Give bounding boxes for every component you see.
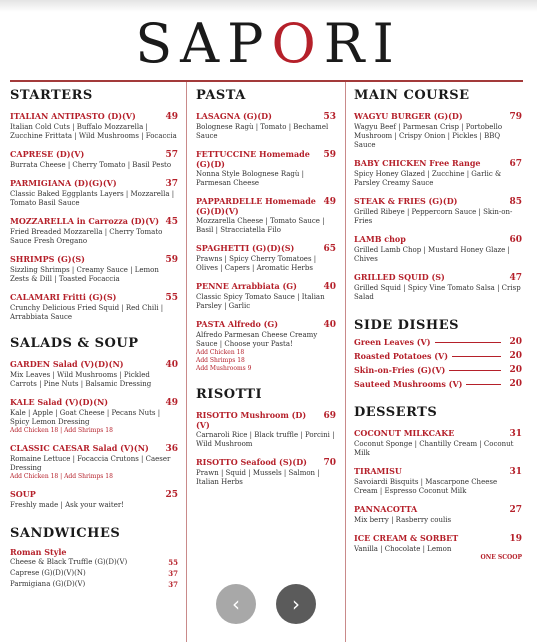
menu-item-price: 49 <box>165 112 178 122</box>
menu-item-name: SOUP <box>10 489 36 499</box>
menu-item-name: RISOTTO Seafood (S)(D) <box>196 457 307 467</box>
column-divider <box>345 82 346 642</box>
menu-item-name: CLASSIC CAESAR Salad (V)(N) <box>10 443 149 453</box>
side-dish-leader-line <box>452 356 501 357</box>
top-shade <box>0 0 537 12</box>
side-dish-item <box>354 379 522 389</box>
menu-item-name: RISOTTO Mushroom (D)(V) <box>196 410 307 430</box>
menu-item-price: 49 <box>323 197 336 207</box>
section-title-risotti: RISOTTI <box>196 387 263 402</box>
menu-item-row <box>10 359 178 370</box>
menu-item-price: 37 <box>165 179 178 189</box>
menu-item-addons: Add Chicken 18 | Add Shrimps 18 <box>10 473 113 480</box>
menu-item-price: 47 <box>509 273 522 283</box>
menu-item-row <box>10 178 178 189</box>
menu-item-name: GRILLED SQUID (S) <box>354 272 445 282</box>
menu-item-name: KALE Salad (V)(D)(N) <box>10 397 109 407</box>
menu-item-description: Alfredo Parmesan Cheese Creamy Sauce | Choose your Pasta! <box>196 331 318 348</box>
menu-item-price: 45 <box>165 217 178 227</box>
menu-item-price: 79 <box>509 112 522 122</box>
menu-item-price: 27 <box>509 505 522 515</box>
menu-item <box>196 243 336 273</box>
menu-item-description: Italian Cold Cuts | Buffalo Mozzarella | Zucchine Frittata | Wild Mushrooms | Focaccia <box>10 123 177 140</box>
menu-item-price: 49 <box>165 398 178 408</box>
menu-item-row <box>196 149 336 169</box>
side-dish-name: Skin-on-Fries (G)(V) <box>354 365 446 375</box>
menu-item-name: PANNACOTTA <box>354 504 418 514</box>
menu-item-row <box>354 111 522 122</box>
menu-item-name: CALAMARI Fritti (G)(S) <box>10 292 117 302</box>
menu-item <box>196 196 336 235</box>
menu-item-description: Mozzarella Cheese | Tomato Sauce | Basil | Stracciatella Filo <box>196 217 325 234</box>
menu-item-name: LASAGNA (G)(D) <box>196 111 272 121</box>
side-dish-leader-line <box>466 384 501 385</box>
menu-item <box>354 428 522 458</box>
menu-item-description: Burrata Cheese | Cherry Tomato | Basil Pesto <box>10 161 172 169</box>
side-dish-price: 20 <box>509 379 522 389</box>
menu-item-row <box>354 533 522 544</box>
menu-item <box>354 504 522 525</box>
menu-item-row <box>354 158 522 169</box>
menu-item-price: 65 <box>323 244 336 254</box>
sandwich-name: Caprese (G)(D)(V)(N) <box>10 569 86 577</box>
menu-item <box>196 457 336 487</box>
menu-item <box>10 443 178 481</box>
chevron-left-icon: ‹ <box>232 592 240 616</box>
menu-item-price: 31 <box>509 429 522 439</box>
menu-item-row <box>196 457 336 468</box>
side-dish-item <box>354 351 522 361</box>
menu-item <box>196 281 336 311</box>
menu-item-name: STEAK & FRIES (G)(D) <box>354 196 458 206</box>
side-dish-name: Sauteed Mushrooms (V) <box>354 379 463 389</box>
menu-item <box>354 158 522 188</box>
menu-item-name: TIRAMISU <box>354 466 402 476</box>
sandwich-item <box>10 579 178 590</box>
side-dish-item <box>354 337 522 347</box>
menu-item-description: Spicy Honey Glazed | Zucchine | Garlic & Parsley Creamy Sauce <box>354 170 502 187</box>
side-dish-leader-line <box>449 370 501 371</box>
menu-item-row <box>354 504 522 515</box>
menu-item-price: 60 <box>509 235 522 245</box>
menu-item-name: PENNE Arrabbiata (G) <box>196 281 297 291</box>
menu-item-description: Bolognese Ragù | Tomato | Bechamel Sauce <box>196 123 329 140</box>
menu-item-description: Carnaroli Rice | Black truffle | Porcini | Wild Mushroom <box>196 431 335 448</box>
menu-item <box>10 359 178 389</box>
menu-item-row <box>196 111 336 122</box>
column-divider <box>186 82 187 642</box>
menu-item <box>10 292 178 322</box>
menu-item-description: Grilled Ribeye | Peppercorn Sauce | Skin-on-Fries <box>354 208 513 225</box>
sandwich-price: 37 <box>168 569 178 578</box>
menu-item <box>10 254 178 284</box>
menu-item-row <box>196 243 336 254</box>
menu-column-left <box>10 88 178 590</box>
menu-item-description: Wagyu Beef | Parmesan Crisp | Portobello Mushroom | Crispy Onion | Pickles | BBQ Sauce <box>354 123 503 149</box>
menu-item <box>10 397 178 435</box>
menu-item-description: Sizzling Shrimps | Creamy Sauce | Lemon Zests & Dill | Toasted Focaccia <box>10 266 159 283</box>
section-title-sandwiches: SANDWICHES <box>10 526 121 541</box>
menu-item-name: ITALIAN ANTIPASTO (D)(V) <box>10 111 136 121</box>
menu-item-name: PASTA Alfredo (G) <box>196 319 279 329</box>
menu-item-price: 19 <box>509 534 522 544</box>
menu-item-row <box>10 443 178 454</box>
section-title-salads: SALADS & SOUP <box>10 336 139 351</box>
menu-item-row <box>196 319 336 330</box>
menu-item-description: Mix Leaves | Wild Mushrooms | Pickled Carrots | Pine Nuts | Balsamic Dressing <box>10 371 152 388</box>
menu-item-name: CAPRESE (D)(V) <box>10 149 85 159</box>
side-dish-item <box>354 365 522 375</box>
menu-item-name: WAGYU BURGER (G)(D) <box>354 111 463 121</box>
menu-item-description: Crunchy Delicious Fried Squid | Red Chili | Arrabbiata Sauce <box>10 304 164 321</box>
menu-item-description: Mix berry | Rasberry coulis <box>354 516 452 524</box>
menu-item <box>196 410 336 449</box>
menu-item <box>354 234 522 264</box>
menu-column-right <box>354 88 522 562</box>
menu-item <box>196 319 336 373</box>
menu-item-row <box>196 410 336 430</box>
menu-item-description: Prawns | Spicy Cherry Tomatoes | Olives | Capers | Aromatic Herbs <box>196 255 317 272</box>
menu-item-row <box>354 272 522 283</box>
menu-item <box>10 489 178 510</box>
menu-item-description: Vanilla | Chocolate | Lemon <box>354 545 452 553</box>
previous-page-button[interactable] <box>216 584 256 624</box>
menu-item-name: GARDEN Salad (V)(D)(N) <box>10 359 124 369</box>
menu-item-description: Kale | Apple | Goat Cheese | Pecans Nuts | Spicy Lemon Dressing <box>10 409 161 426</box>
section-title-side-dishes: SIDE DISHES <box>354 318 459 333</box>
menu-item-name: SPAGHETTI (G)(D)(S) <box>196 243 295 253</box>
menu-item <box>196 111 336 141</box>
menu-item-name: ICE CREAM & SORBET <box>354 533 459 543</box>
menu-item-name: COCONUT MILKCAKE <box>354 428 455 438</box>
menu-item-description: Freshly made | Ask your waiter! <box>10 501 124 509</box>
menu-item <box>354 533 522 562</box>
sandwich-item <box>10 568 178 579</box>
menu-item-row <box>354 234 522 245</box>
menu-item-row <box>10 149 178 160</box>
menu-item-name: PARMIGIANA (D)(G)(V) <box>10 178 117 188</box>
section-title-desserts: DESSERTS <box>354 405 438 420</box>
menu-item <box>10 149 178 170</box>
menu-item-row <box>10 254 178 265</box>
side-dish-price: 20 <box>509 337 522 347</box>
menu-item <box>354 466 522 496</box>
menu-item-price: 40 <box>323 320 336 330</box>
menu-item <box>354 196 522 226</box>
menu-item-row <box>10 292 178 303</box>
menu-item-description: Fried Breaded Mozzarella | Cherry Tomato Sauce Fresh Oregano <box>10 228 163 245</box>
menu-item-price: 59 <box>165 255 178 265</box>
menu-item-note: ONE SCOOP <box>480 554 522 561</box>
section-title-pasta: PASTA <box>196 88 246 103</box>
sandwich-style: Roman Style <box>10 547 67 557</box>
side-dish-price: 20 <box>509 365 522 375</box>
next-page-button[interactable] <box>276 584 316 624</box>
menu-item-price: 85 <box>509 197 522 207</box>
menu-item-description: Savoiardi Bisquits | Mascarpone Cheese Cream | Espresso Coconut Milk <box>354 478 498 495</box>
menu-item-price: 36 <box>165 444 178 454</box>
menu-item-name: SHRIMPS (G)(S) <box>10 254 85 264</box>
menu-item-price: 40 <box>165 360 178 370</box>
menu-item-name: BABY CHICKEN Free Range <box>354 158 481 168</box>
menu-item-price: 59 <box>323 150 336 160</box>
menu-item <box>354 111 522 150</box>
section-title-main-course: MAIN COURSE <box>354 88 470 103</box>
menu-item-price: 53 <box>323 112 336 122</box>
menu-item-addons: Add Chicken 18 Add Shrimps 18 Add Mushrooms 9 <box>196 349 252 372</box>
menu-item-price: 40 <box>323 282 336 292</box>
menu-item-description: Grilled Squid | Spicy Vine Tomato Salsa | Crisp Salad <box>354 284 521 301</box>
menu-item-price: 57 <box>165 150 178 160</box>
menu-item-row <box>10 216 178 227</box>
side-dish-price: 20 <box>509 351 522 361</box>
menu-item-name: FETTUCCINE Homemade (G)(D) <box>196 149 310 169</box>
sandwich-name: Cheese & Black Truffle (G)(D)(V) <box>10 558 128 566</box>
menu-item-price: 67 <box>509 159 522 169</box>
menu-item-description: Grilled Lamb Chop | Mustard Honey Glaze | Chives <box>354 246 510 263</box>
menu-item-name: LAMB chop <box>354 234 406 244</box>
header-divider <box>10 80 523 82</box>
side-dish-name: Green Leaves (V) <box>354 337 431 347</box>
sandwich-item <box>10 557 178 568</box>
menu-item <box>196 149 336 188</box>
menu-item-description: Nonna Style Bolognese Ragù | Parmesan Cheese <box>196 170 305 187</box>
menu-item-row <box>354 428 522 439</box>
menu-item-row <box>10 111 178 122</box>
menu-item-price: 69 <box>323 411 336 421</box>
menu-item-row <box>196 196 336 216</box>
menu-item-description: Classic Spicy Tomato Sauce | Italian Parsley | Garlic <box>196 293 325 310</box>
section-title-starters: STARTERS <box>10 88 93 103</box>
menu-item-description: Coconut Sponge | Chantilly Cream | Coconut Milk <box>354 440 514 457</box>
sandwich-price: 37 <box>168 580 178 589</box>
menu-item-row <box>10 397 178 408</box>
menu-column-middle <box>196 88 336 487</box>
menu-item <box>10 216 178 246</box>
menu-item-row <box>354 466 522 477</box>
menu-item-name: PAPPARDELLE Homemade (G)(D)(V) <box>196 196 316 216</box>
menu-item-price: 31 <box>509 467 522 477</box>
side-dish-leader-line <box>435 342 502 343</box>
sapori-logo: SAPORI <box>135 12 402 75</box>
menu-item-description: Prawn | Squid | Mussels | Salmon | Italian Herbs <box>196 469 320 486</box>
menu-item-name: MOZZARELLA in Carrozza (D)(V) <box>10 216 159 226</box>
menu-item-price: 55 <box>165 293 178 303</box>
menu-item-description: Romaine Lettuce | Focaccia Crutons | Caeser Dressing <box>10 455 171 472</box>
menu-item <box>10 178 178 208</box>
menu-item-row <box>354 196 522 207</box>
chevron-right-icon: › <box>292 592 300 616</box>
menu-item-price: 25 <box>165 490 178 500</box>
menu-item <box>354 272 522 302</box>
menu-item-addons: Add Chicken 18 | Add Shrimps 18 <box>10 427 113 434</box>
sandwich-price: 55 <box>168 558 178 567</box>
menu-item-description: Classic Baked Eggplants Layers | Mozzarella | Tomato Basil Sauce <box>10 190 175 207</box>
menu-item-row <box>196 281 336 292</box>
menu-item-row <box>10 489 178 500</box>
menu-item-price: 70 <box>323 458 336 468</box>
sandwich-name: Parmigiana (G)(D)(V) <box>10 580 86 588</box>
menu-item <box>10 111 178 141</box>
side-dish-name: Roasted Potatoes (V) <box>354 351 449 361</box>
